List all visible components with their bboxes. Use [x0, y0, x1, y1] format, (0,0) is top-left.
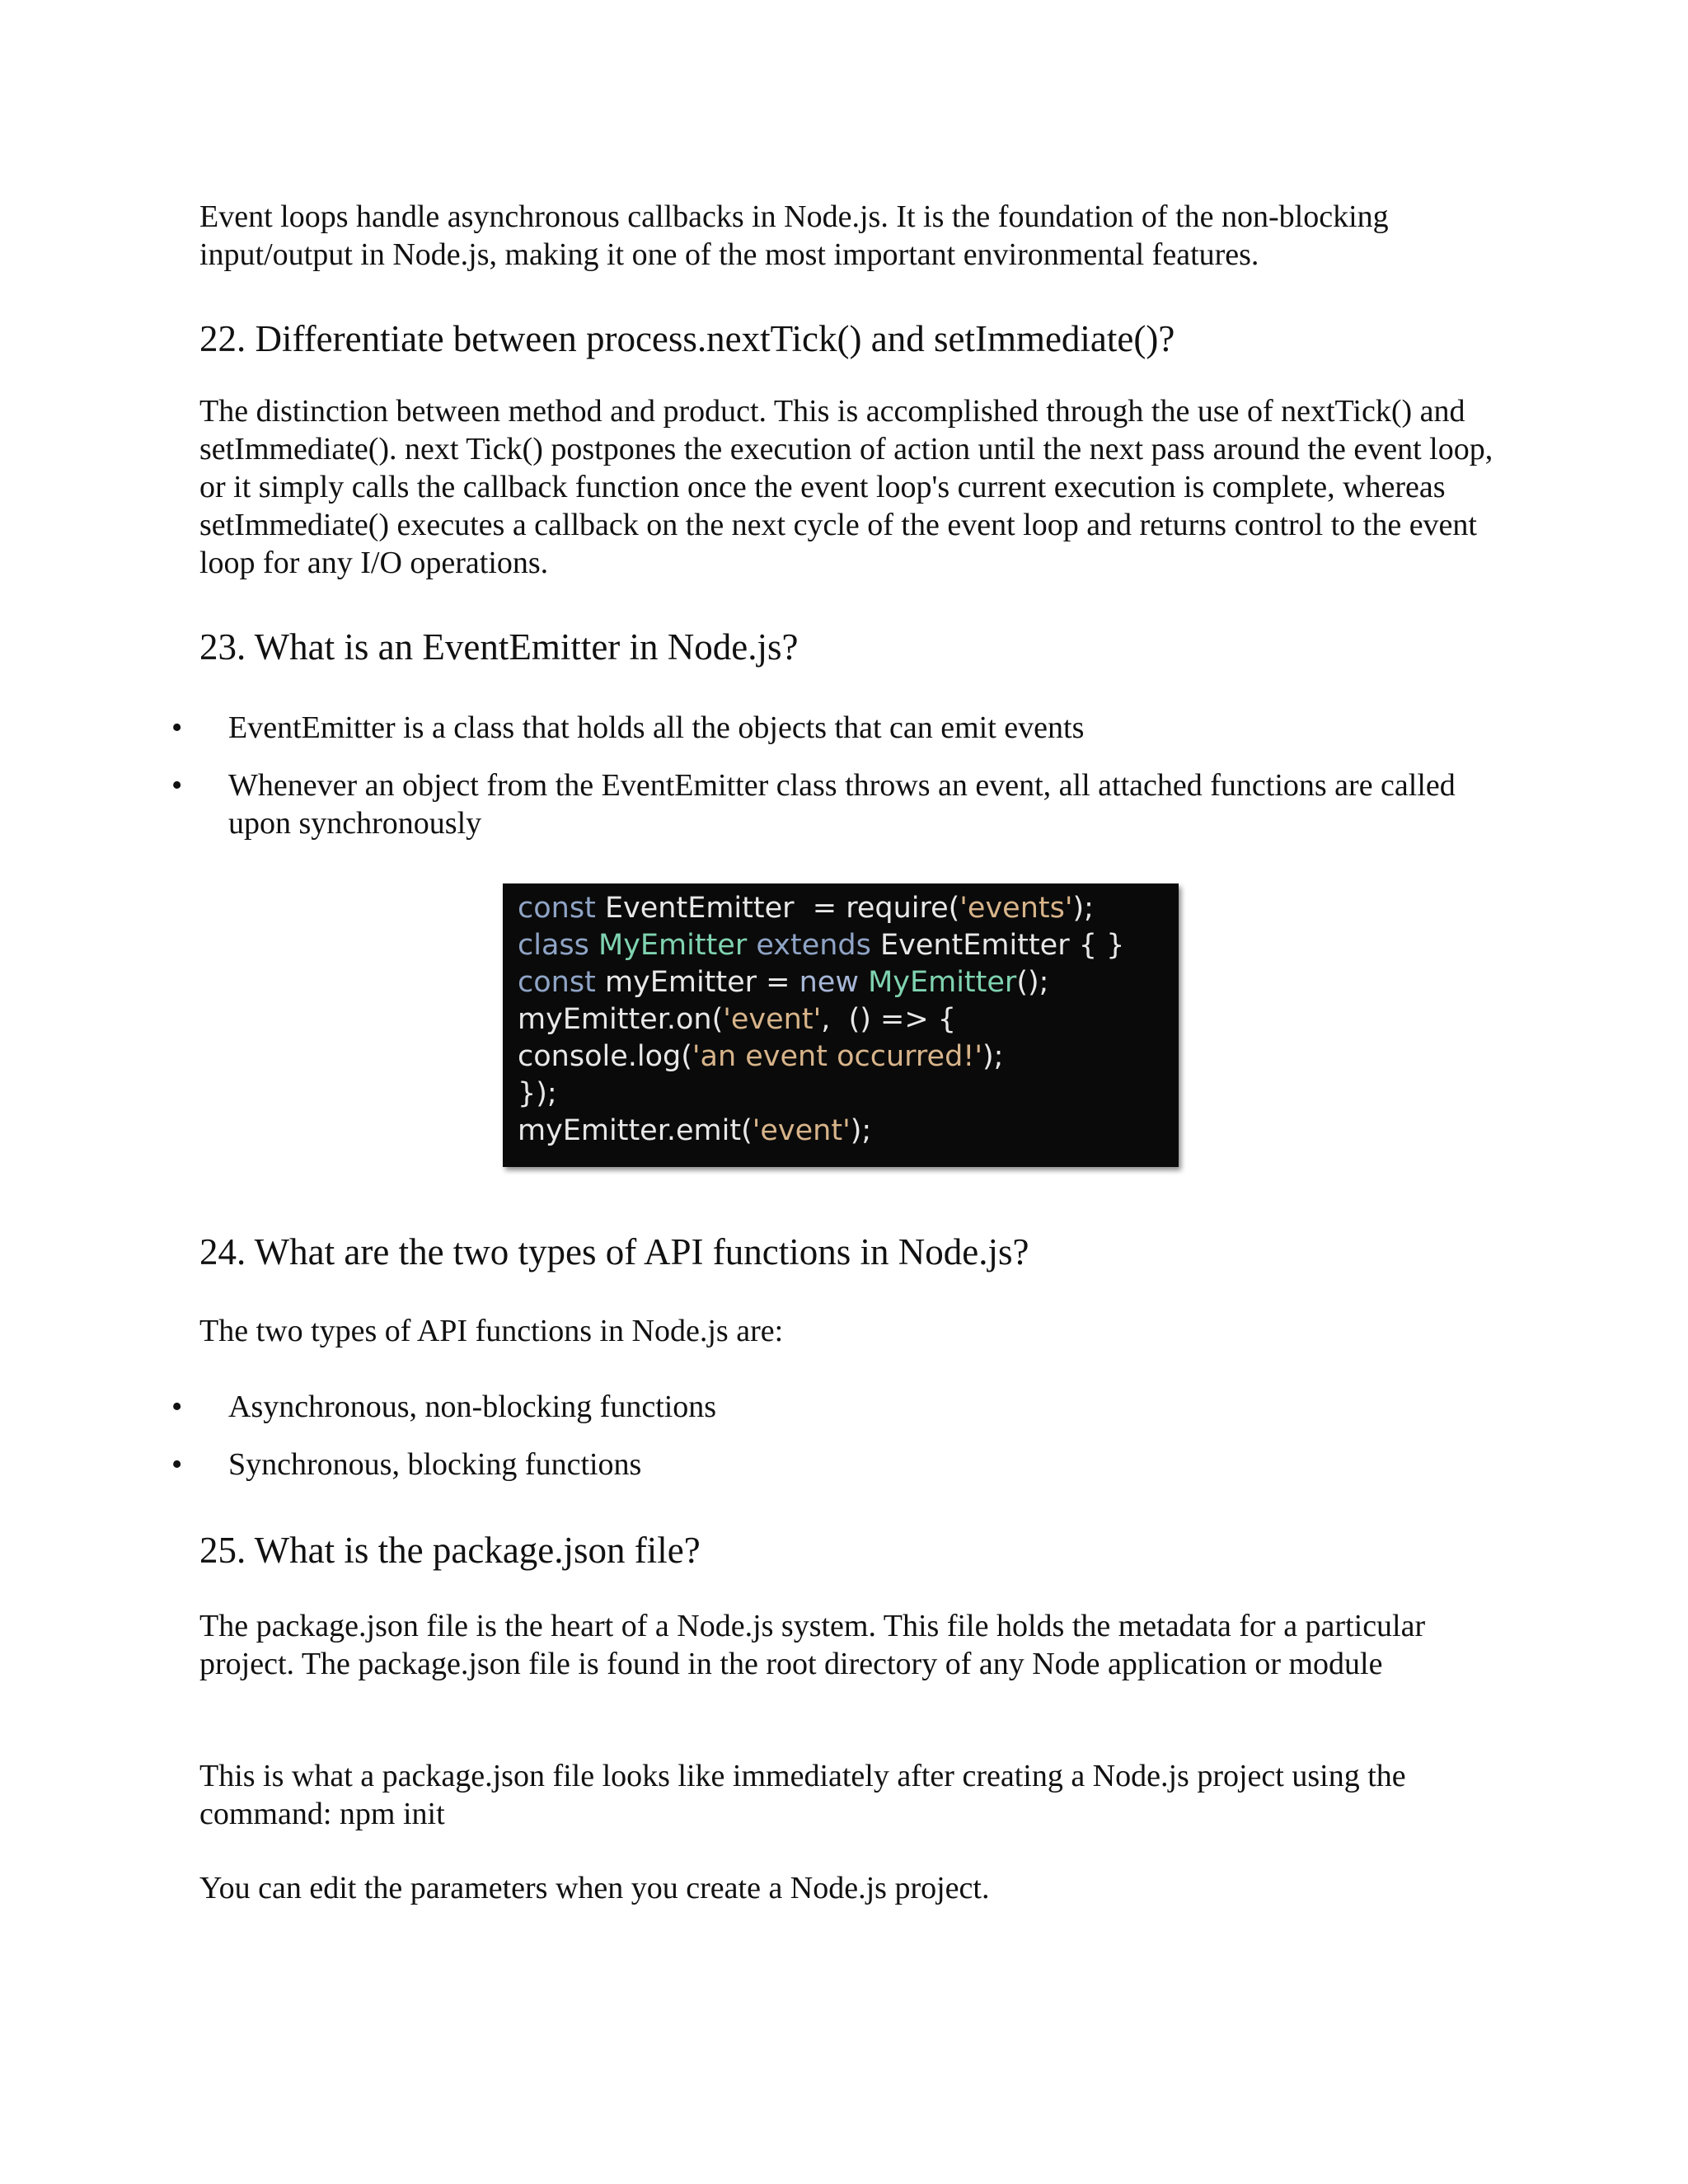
- code-token: 'events': [959, 892, 1073, 925]
- code-token: );: [1072, 892, 1094, 925]
- question-25-paragraph-1: The package.json file is the heart of a Node.js system. This file holds the metadata for a particular project. The package.json file is found in the root directory of any Node application or module: [199, 1609, 1426, 1681]
- question-24-intro: The two types of API functions in Node.js are:: [199, 1314, 784, 1348]
- list-item-text: Whenever an object from the EventEmitter class throws an event, all attached functions are called upon synchronously: [228, 768, 1456, 841]
- code-token: myEmitter.on(: [518, 1003, 724, 1036]
- code-token: class: [518, 929, 599, 962]
- code-token: , () => {: [821, 1003, 957, 1036]
- code-token: myEmitter =: [604, 966, 799, 999]
- code-token: 'an event occurred!': [692, 1040, 982, 1073]
- code-line: [503, 1113, 1124, 1150]
- question-22-heading: 22. Differentiate between process.nextTick() and setImmediate()?: [199, 318, 1175, 359]
- question-23-heading: 23. What is an EventEmitter in Node.js?: [199, 626, 799, 668]
- code-line: [503, 1001, 1124, 1038]
- code-line: [503, 1038, 1124, 1076]
- question-25-paragraph-2: This is what a package.json file looks like immediately after creating a Node.js project using the command: npm init: [199, 1759, 1406, 1831]
- bullet-icon: •: [171, 1390, 183, 1424]
- list-item: [0, 709, 1465, 747]
- code-token: 'event': [723, 1003, 822, 1036]
- list-item-text: Asynchronous, non-blocking functions: [228, 1390, 717, 1424]
- code-lines: [503, 890, 1124, 1150]
- code-token: const: [518, 892, 605, 925]
- code-token: EventEmitter { }: [880, 929, 1125, 962]
- code-token: new: [799, 966, 869, 999]
- list-item: [0, 1388, 1465, 1426]
- list-item-text: Synchronous, blocking functions: [228, 1447, 642, 1482]
- code-token: });: [518, 1077, 557, 1110]
- code-line: [503, 927, 1124, 964]
- question-25-paragraph-3: You can edit the parameters when you create a Node.js project.: [199, 1871, 990, 1905]
- code-token: console.log(: [518, 1040, 692, 1073]
- code-token: 'event': [752, 1114, 851, 1147]
- question-23-bullets: [0, 709, 1688, 842]
- code-line: [503, 964, 1124, 1001]
- code-line: [503, 1076, 1124, 1113]
- code-token: MyEmitter: [598, 929, 757, 962]
- question-22-answer: The distinction between method and product. This is accomplished through the use of nextTick() and setImmediate(). next Tick() postpones the execution of action until the next pass around the event loop, or it simply calls the callback function once the event loop's current execution is complete, whereas setImmediate() executes a callback on the next cycle of the event loop and returns control to the event loop for any I/O operations.: [199, 394, 1493, 580]
- code-token: ();: [1016, 966, 1049, 999]
- code-snippet-image: [503, 883, 1179, 1167]
- question-25-heading: 25. What is the package.json file?: [199, 1530, 701, 1571]
- list-item-text: EventEmitter is a class that holds all the objects that can emit events: [228, 710, 1085, 745]
- code-token: EventEmitter = require(: [604, 892, 960, 925]
- list-item: [0, 766, 1465, 842]
- code-line: [503, 890, 1124, 927]
- code-token: myEmitter.emit(: [518, 1114, 753, 1147]
- bullet-icon: •: [171, 1447, 183, 1482]
- question-24-heading: 24. What are the two types of API functions in Node.js?: [199, 1231, 1029, 1272]
- code-token: const: [518, 966, 605, 999]
- code-token: extends: [756, 929, 881, 962]
- bullet-icon: •: [171, 710, 183, 745]
- question-24-bullets: [0, 1388, 1688, 1483]
- intro-paragraph: Event loops handle asynchronous callbacks in Node.js. It is the foundation of the non-blocking input/output in Node.js, making it one of the most important environmental features.: [199, 199, 1389, 272]
- code-token: MyEmitter: [868, 966, 1017, 999]
- code-token: );: [982, 1040, 1004, 1073]
- list-item: [0, 1446, 1465, 1483]
- code-token: );: [850, 1114, 872, 1147]
- bullet-icon: •: [171, 768, 183, 803]
